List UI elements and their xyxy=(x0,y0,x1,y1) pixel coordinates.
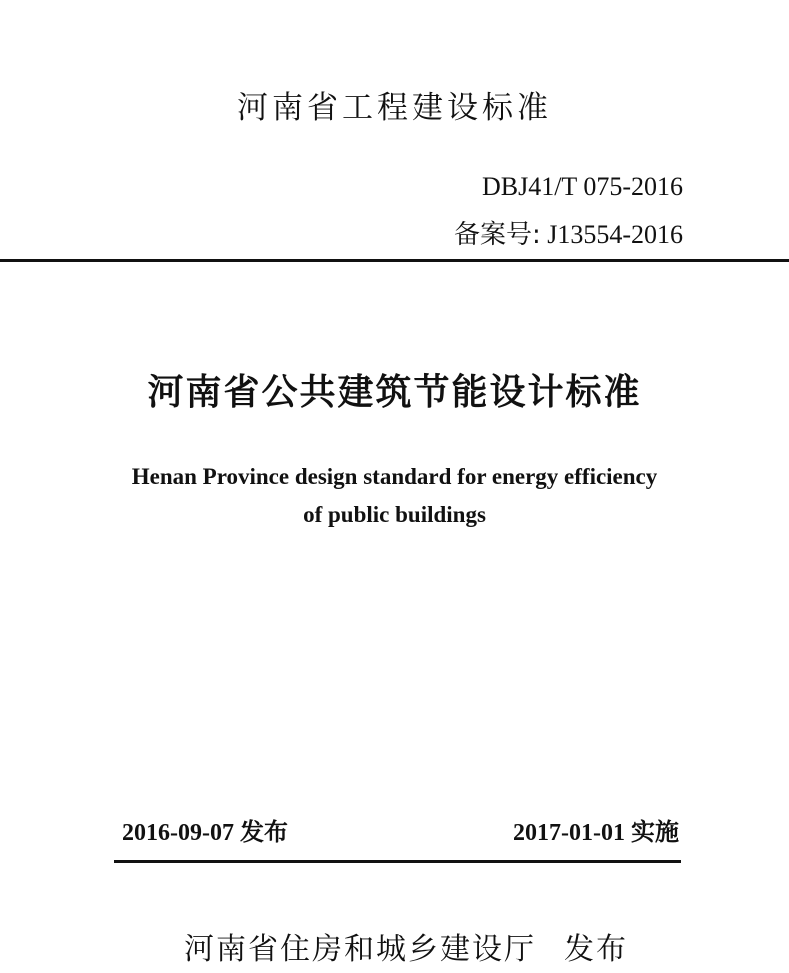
series-title xyxy=(0,86,789,130)
standard-code xyxy=(482,170,683,204)
series-title-text: 河南省工程建设标准 xyxy=(237,90,552,126)
record-number-separator: : xyxy=(531,220,541,250)
record-number-value: J13554-2016 xyxy=(547,220,683,249)
issue-date-value: 2016-09-07 xyxy=(122,820,234,846)
effective-date-label: 实施 xyxy=(631,818,679,846)
main-title-text: 河南省公共建筑节能设计标准 xyxy=(147,372,642,413)
english-title-line-1: Henan Province design standard for energy efficiency xyxy=(131,464,658,489)
issue-date xyxy=(122,814,288,851)
effective-date xyxy=(513,814,679,851)
issuer-action: 发布 xyxy=(564,932,629,967)
main-title xyxy=(0,368,789,418)
top-divider xyxy=(0,259,789,262)
record-number xyxy=(454,218,683,252)
record-number-label: 备案号 xyxy=(453,220,532,250)
english-title-line-2: of public buildings xyxy=(303,502,486,527)
effective-date-value: 2017-01-01 xyxy=(513,820,625,846)
issuer xyxy=(0,884,789,972)
issuer-name: 河南省住房和城乡建设厅 xyxy=(184,932,537,967)
bottom-divider xyxy=(114,860,681,863)
issue-date-label: 发布 xyxy=(239,818,288,846)
english-title xyxy=(0,458,789,534)
standard-code-text: DBJ41/T 075-2016 xyxy=(481,172,683,201)
